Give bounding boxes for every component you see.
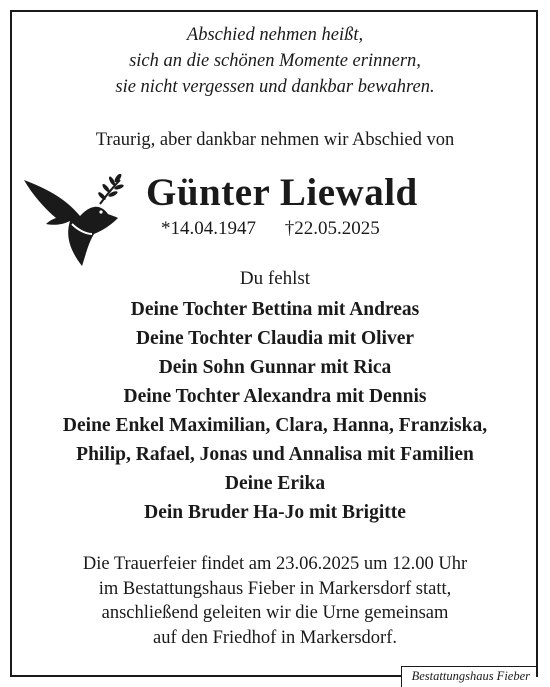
poem-line: sich an die schönen Momente erinnern, xyxy=(129,51,421,71)
funeral-line: auf den Friedhof in Markersdorf. xyxy=(152,627,398,648)
poem-line: Abschied nehmen heißt, xyxy=(186,25,364,45)
funeral-line: im Bestattungshaus Fieber in Markersdorf statt, xyxy=(98,578,452,599)
funeral-line: Die Trauerfeier findet am 23.06.2025 um 12.00 Uhr xyxy=(82,554,468,574)
mourner-line: Deine Enkel Maximilian, Clara, Hanna, Franziska, xyxy=(62,415,488,436)
life-dates xyxy=(161,218,404,240)
mourners-list xyxy=(0,295,550,527)
funeral-details xyxy=(0,552,550,650)
deceased-name: Günter Liewald xyxy=(146,171,418,214)
poem-line: sie nicht vergessen und dankbar bewahren. xyxy=(115,77,435,97)
missed-line: Du fehlst xyxy=(239,268,311,289)
mourner-line: Dein Bruder Ha-Jo mit Brigitte xyxy=(144,502,406,523)
poem xyxy=(0,22,550,100)
mourner-line: Deine Tochter Alexandra mit Dennis xyxy=(123,386,427,407)
mourner-line: Deine Tochter Claudia mit Oliver xyxy=(135,328,415,349)
undertaker-credit: Bestattungshaus Fieber xyxy=(401,666,536,687)
mourner-line: Deine Tochter Bettina mit Andreas xyxy=(130,299,420,320)
mourner-line: Philip, Rafael, Jonas und Annalisa mit Familien xyxy=(76,444,474,465)
death-date: †22.05.2025 xyxy=(284,218,380,239)
mourner-line: Deine Erika xyxy=(224,473,326,494)
birth-date: *14.04.1947 xyxy=(161,218,256,239)
funeral-line: anschließend geleiten wir die Urne gemeinsam xyxy=(101,603,449,623)
dove-with-olive-branch-icon xyxy=(22,174,132,269)
intro-text: Traurig, aber dankbar nehmen wir Abschied von xyxy=(95,130,455,150)
mourner-line: Dein Sohn Gunnar mit Rica xyxy=(158,357,392,378)
